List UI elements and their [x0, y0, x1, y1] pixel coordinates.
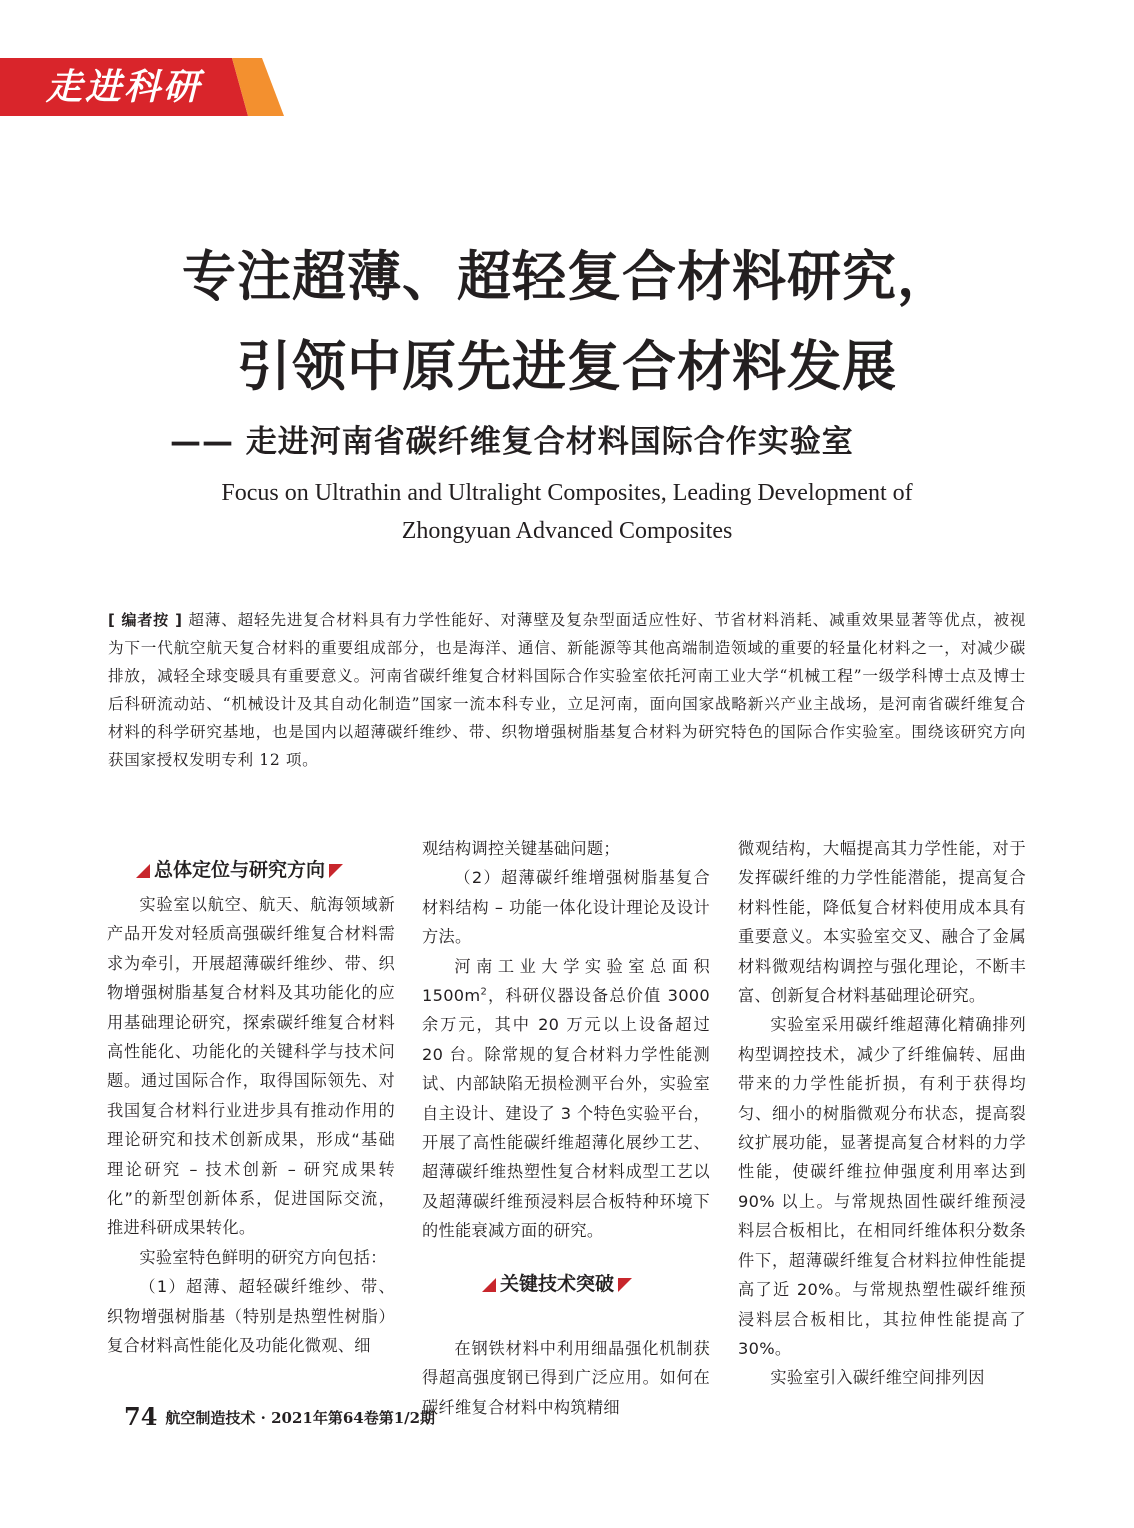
paragraph: 实验室以航空、航天、航海领域新产品开发对轻质高强碳纤维复合材料需求为牵引，开展超薄碳纤维纱、带、织物增强树脂基复合材料及其功能化的应用基础理论研究，探索碳纤维复合材料高性能化、功能化的关键科学与技术问题。通过国际合作，取得国际领先、对我国复合材料行业进步具有推动作用的理论研究和技术创新成果，形成“基础理论研究 – 技术创新 – 研究成果转化”的新型创新体系，促进国际交流，推进科研成果转化。	[107, 895, 395, 1238]
page-footer	[124, 1402, 435, 1433]
heading-left-triangle-icon	[482, 1278, 496, 1292]
paragraph: 观结构调控关键基础问题；	[422, 839, 620, 858]
main-title-line1: 专注超薄、超轻复合材料研究，	[182, 244, 952, 308]
paragraph: （1）超薄、超轻碳纤维纱、带、织物增强树脂基（特别是热塑性树脂）复合材料高性能化及功能化微观、细	[107, 1277, 395, 1356]
section-heading-positioning	[136, 854, 343, 886]
paragraph: 在钢铁材料中利用细晶强化机制获得超高强度钢已得到广泛应用。如何在碳纤维复合材料中构筑精细	[422, 1338, 710, 1417]
paragraph: 微观结构，大幅提高其力学性能，对于发挥碳纤维的力学性能潜能，提高复合材料性能，降低复合材料使用成本具有重要意义。本实验室交叉、融合了金属材料微观结构调控与强化理论，不断丰富、创新复合材料基础理论研究。	[738, 839, 1026, 1006]
editor-note	[108, 606, 1026, 774]
paragraph-text: 河南工业大学实验室总面积 1500m	[422, 956, 710, 1006]
editor-note-text: 超薄、超轻先进复合材料具有力学性能好、对薄壁及复杂型面适应性好、节省材料消耗、减重效果显著等优点，被视为下一代航空航天复合材料的重要组成部分，也是海洋、通信、新能源等其他高端制造领域的重要的轻量化材料之一，对减少碳排放，减轻全球变暖具有重要意义。河南省碳纤维复合材料国际合作实验室依托河南工业大学“机械工程”一级学科博士点及博士后科研流动站、“机械设计及其自动化制造”国家一流本科专业，立足河南，面向国家战略新兴产业主战场，是河南省碳纤维复合材料的科学研究基地，也是国内以超薄碳纤维纱、带、织物增强树脂基复合材料为研究特色的国际合作实验室。围绕该研究方向获国家授权发明专利 12 项。	[108, 611, 1026, 769]
paragraph: 实验室采用碳纤维超薄化精确排列构型调控技术，减少了纤维偏转、屈曲带来的力学性能折损，有利于获得均匀、细小的树脂微观分布状态，提高裂纹扩展功能，显著提高复合材料的力学性能，使碳纤维拉伸强度利用率达到 90% 以上。与常规热固性碳纤维预浸料层合板相比，在相同纤维体积分数条件下，超薄碳纤维复合材料拉伸性能提高了近 20%。与常规热塑性碳纤维预浸料层合板相比，其拉伸性能提高了 30%。	[738, 1015, 1026, 1358]
main-title-line2: 引领中原先进复合材料发展	[237, 334, 897, 398]
section-heading-breakthroughs	[482, 1268, 632, 1300]
heading-right-triangle-icon	[329, 864, 343, 878]
english-title-line2: Zhongyuan Advanced Composites	[401, 518, 733, 544]
paragraph: 实验室引入碳纤维空间排列因	[770, 1368, 985, 1388]
journal-citation: 航空制造技术 · 2021年第64卷第1/2期	[165, 1409, 436, 1427]
editor-note-label: [ 编者按 ]	[108, 611, 183, 629]
body-column-1	[107, 890, 395, 1361]
body-column-2	[422, 834, 710, 1422]
section-heading-text: 总体定位与研究方向	[154, 859, 326, 881]
body-column-3	[738, 834, 1026, 1393]
heading-right-triangle-icon	[618, 1278, 632, 1292]
subtitle: —— 走进河南省碳纤维复合材料国际合作实验室	[170, 424, 854, 460]
page-number: 74	[124, 1402, 158, 1431]
english-title-line1: Focus on Ultrathin and Ultralight Composites, Leading Development of	[221, 480, 913, 506]
paragraph-text: ，科研仪器设备总价值 3000 余万元，其中 20 万元以上设备超过 20 台。除常规的复合材料力学性能测试、内部缺陷无损检测平台外，实验室自主设计、建设了 3 个特色实验平台，开展了高性能碳纤维超薄化展纱工艺、超薄碳纤维热塑性复合材料成型工艺以及超薄碳纤维预浸料层合板特种环境下的性能衰减方面的研究。	[422, 986, 710, 1241]
banner-label: 走进科研	[46, 66, 203, 108]
heading-left-triangle-icon	[136, 864, 150, 878]
paragraph: 实验室特色鲜明的研究方向包括：	[139, 1247, 387, 1267]
section-heading-text: 关键技术突破	[500, 1273, 615, 1295]
paragraph: （2）超薄碳纤维增强树脂基复合材料结构 – 功能一体化设计理论及设计方法。	[422, 868, 710, 947]
paragraph	[422, 952, 710, 1246]
section-banner	[0, 58, 284, 116]
superscript: 2	[480, 986, 488, 998]
